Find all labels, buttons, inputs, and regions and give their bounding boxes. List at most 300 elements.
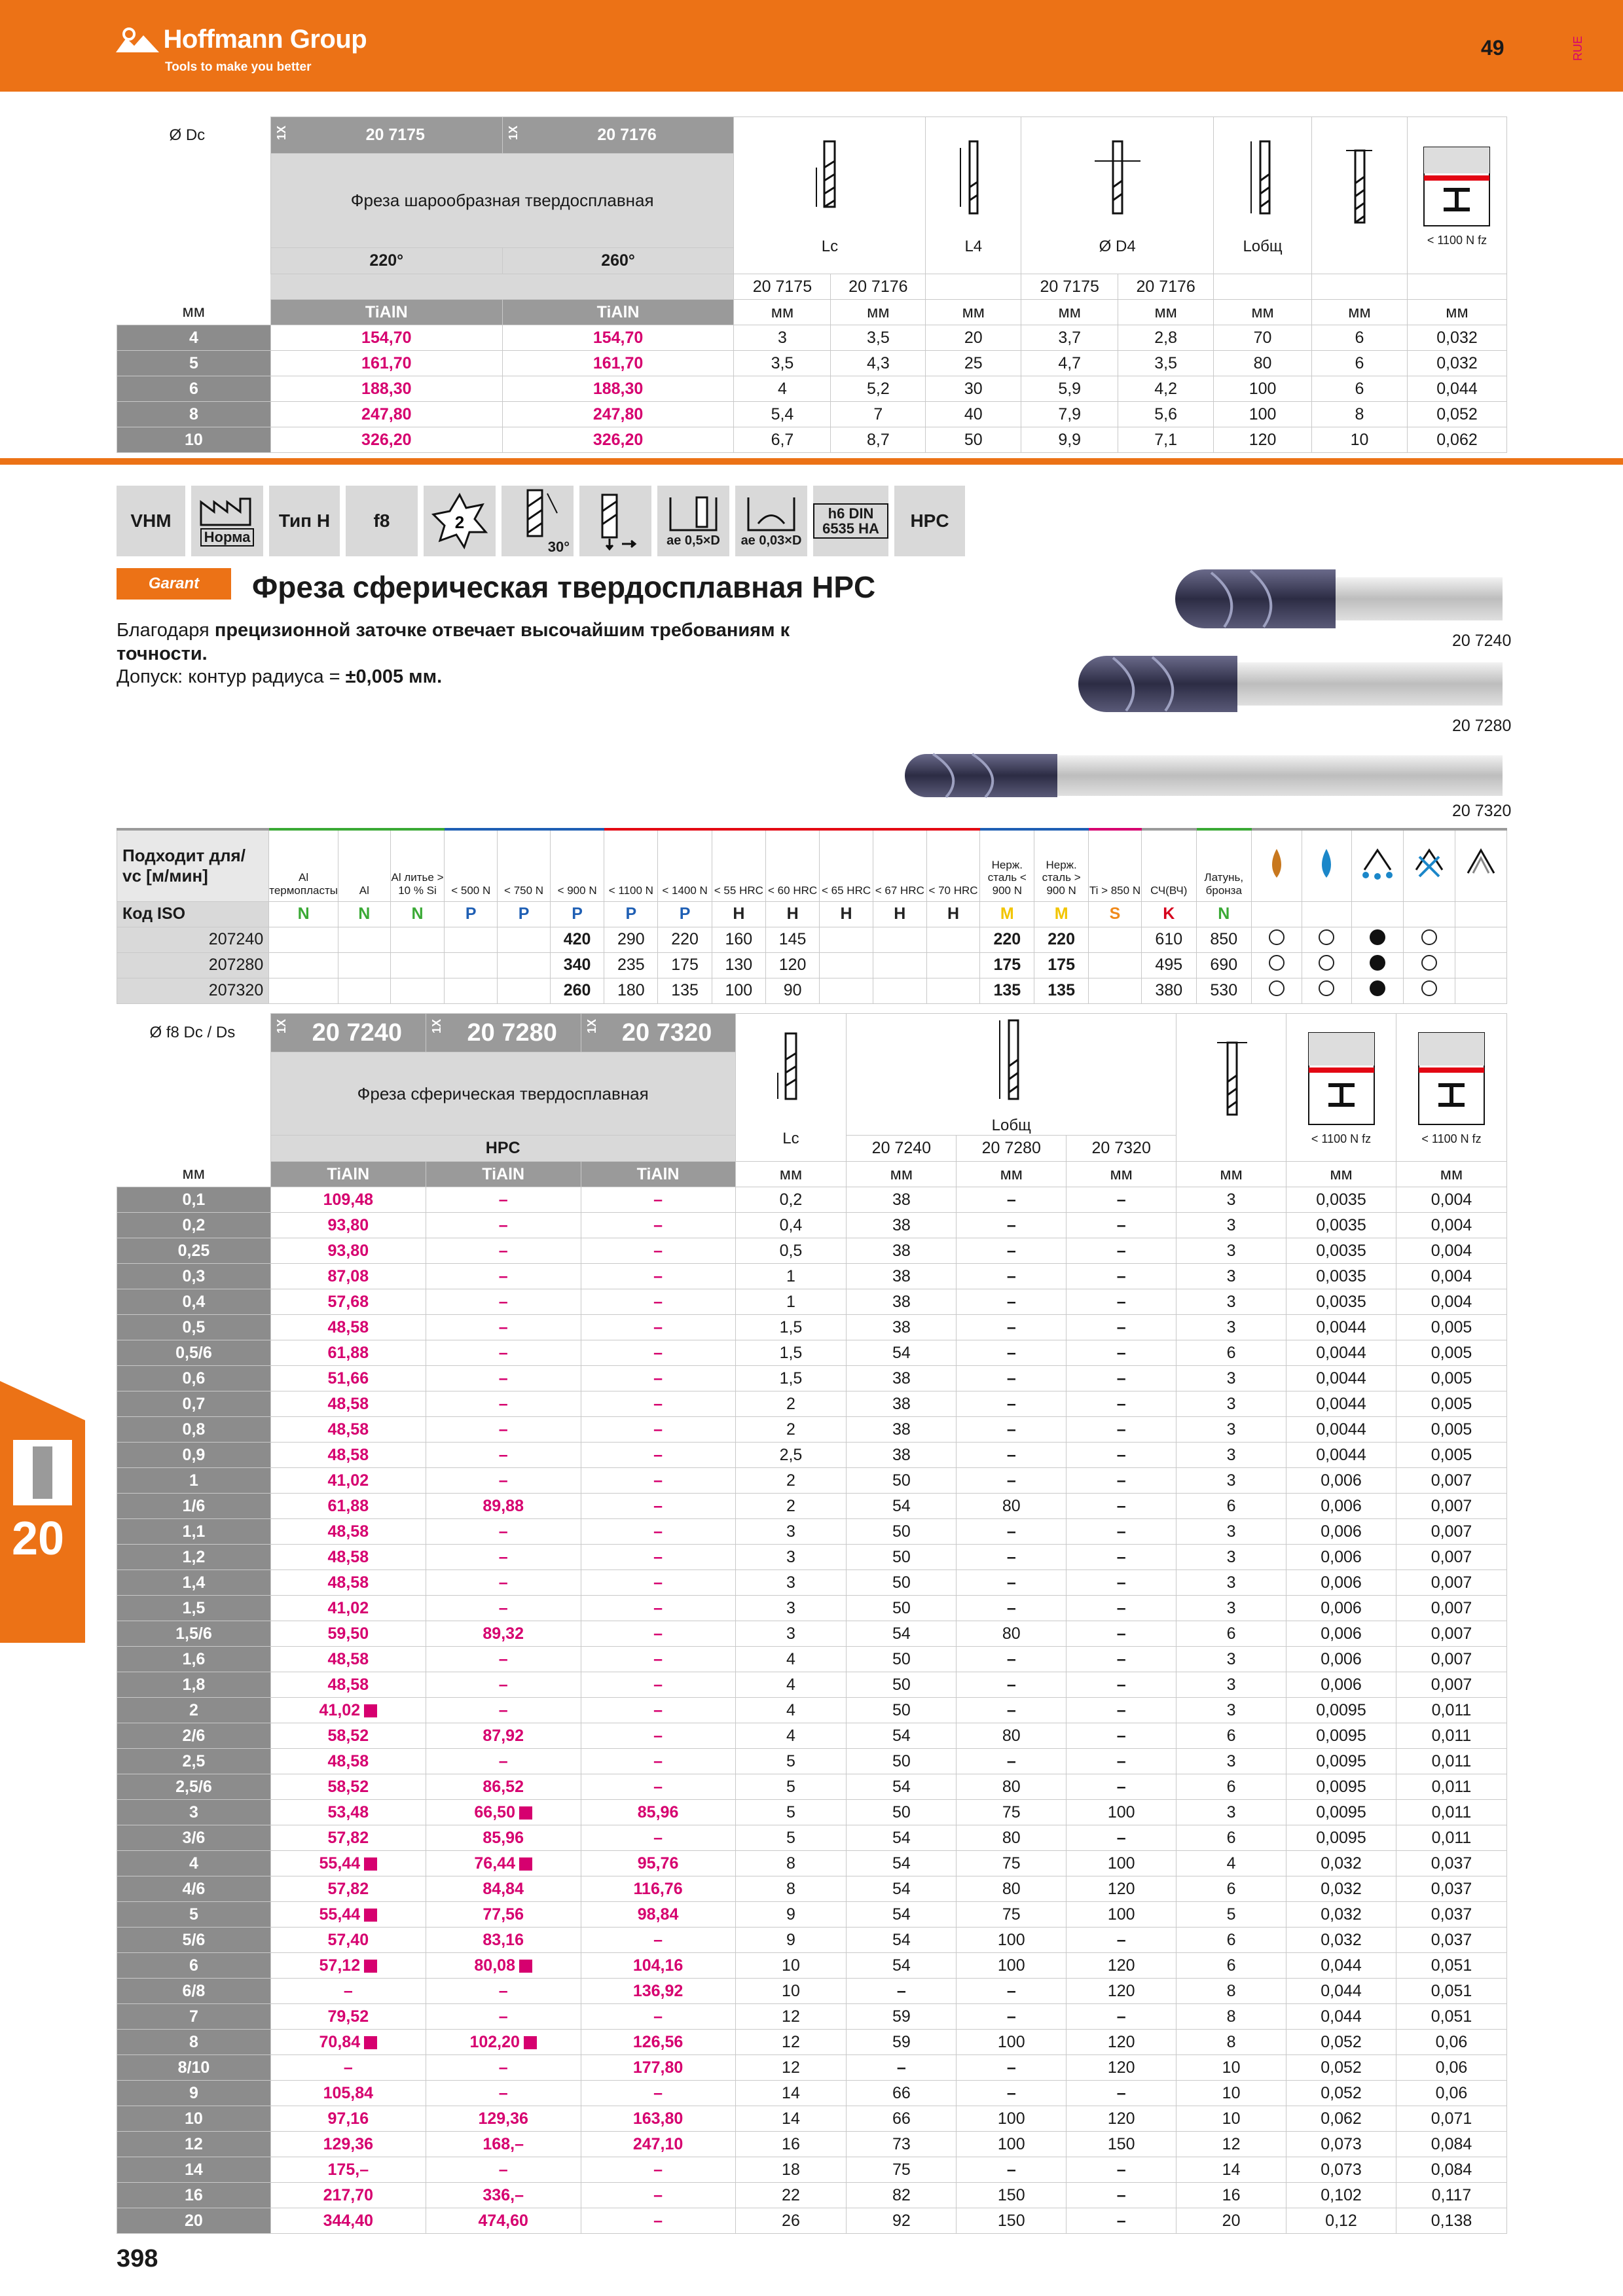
dimension-cell: 0,4 [735,1213,847,1238]
price-cell [270,1238,426,1264]
table-row [117,1570,1507,1596]
article-code-207320: 1X 20 7320 [581,1014,735,1052]
material-column: СЧ(ВЧ) [1141,829,1196,901]
price-value: – [498,1318,508,1336]
dimension-cell: 0,007 [1396,1519,1506,1545]
diameter-cell: 2 [117,1698,271,1723]
material-column: < 67 HRC [873,829,926,901]
dimension-cell: 3 [1176,1443,1286,1468]
dimension-cell: 59 [847,2030,957,2055]
coating-label: TiAlN [270,1162,426,1187]
dimension-cell: 54 [847,1774,957,1800]
unit-label: мм [1286,1162,1396,1187]
price-value: 57,82 [327,1879,369,1898]
dimension-cell: – [957,1289,1067,1315]
dimension-cell: 0,004 [1396,1289,1506,1315]
diameter-cell: 14 [117,2157,271,2183]
iso-code: H [926,901,980,927]
price-cell [270,2030,426,2055]
price-cell [426,1443,581,1468]
dimension-cell: – [1067,1238,1176,1264]
dimension-cell: – [1067,1340,1176,1366]
price-cell [270,1417,426,1443]
dimension-cell: – [957,1545,1067,1570]
svg-text:2: 2 [454,512,465,532]
price-cell [581,1340,735,1366]
dimension-cell: 50 [926,427,1021,453]
dimension-cell: 10 [1176,2081,1286,2106]
dimension-cell: 0,0095 [1286,1774,1396,1800]
dimension-cell: 120 [1067,1953,1176,1979]
price-cell [581,1647,735,1672]
table-row [117,1545,1507,1570]
table-row [117,1851,1507,1876]
price-value: – [498,1471,508,1490]
dimension-cell: 50 [847,1468,957,1494]
dimension-cell: – [1067,1468,1176,1494]
product-title: Фреза сферическая твердосплавная HPC [252,570,876,604]
price-value: 57,12 [319,1956,361,1975]
dimension-cell: 0,006 [1286,1494,1396,1519]
coolant-suitability [1404,978,1455,1003]
price-cell [270,1213,426,1238]
iso-code: N [1196,901,1251,927]
table-row [117,1979,1507,2004]
table-row [117,2106,1507,2132]
table-row [117,2055,1507,2081]
dimension-cell: 54 [847,1723,957,1749]
price-cell [581,1264,735,1289]
dimension-cell: 50 [847,1647,957,1672]
dimension-cell: 5 [1176,1902,1286,1928]
dimension-cell: 75 [957,1902,1067,1928]
dimension-cell: 100 [957,2030,1067,2055]
price-value: 70,84 [319,2032,361,2051]
product-tolerance: Допуск: контур радиуса = ±0,005 мм. [117,666,443,687]
brand-logo [115,25,367,54]
coolant-suitability [1352,927,1404,952]
dimension-cell: 0,037 [1396,1876,1506,1902]
dimension-cell: 6 [1312,351,1408,376]
dimension-cell: 120 [1214,427,1312,453]
dimension-cell: 0,052 [1286,2055,1396,2081]
dimension-cell: – [957,2157,1067,2183]
dimension-cell: 1 [735,1289,847,1315]
price-cell [270,2132,426,2157]
dimension-cell: 0,044 [1286,1953,1396,1979]
dimension-cell: – [1067,1213,1176,1238]
price-cell [581,1851,735,1876]
price-value: – [498,1598,508,1617]
cutting-speed [873,952,926,978]
page-number-bottom: 398 [117,2245,158,2272]
mill-l4-icon [954,135,993,233]
price-cell [581,1238,735,1264]
feed-per-tooth-icon [1415,1030,1487,1128]
unit-label: мм [182,302,205,321]
slot-milling-icon [667,494,720,533]
dimension-cell: – [957,1979,1067,2004]
cutting-speed [269,927,338,952]
dimension-cell: 14 [735,2081,847,2106]
stock-marker-icon [364,1704,377,1717]
dimension-cell: 3 [1176,1289,1286,1315]
article-code-207280: 1X 20 7280 [426,1014,581,1052]
price-cell [270,1366,426,1391]
dimension-cell: 4 [735,1698,847,1723]
price-cell [426,2106,581,2132]
dimension-cell: 8 [1176,2030,1286,2055]
dimension-cell: 54 [847,1953,957,1979]
article-code-207240: 1X 20 7240 [270,1014,426,1052]
price-cell [426,2004,581,2030]
dimension-cell: 38 [847,1391,957,1417]
diameter-cell: 6 [117,376,271,402]
price-value: 53,48 [327,1803,369,1821]
table-row [117,1264,1507,1289]
product-description: Благодаря прецизионной заточке отвечает высочайшим требованиям к точности. [117,620,790,665]
dimension-cell: 4 [734,376,831,402]
diameter-cell: 10 [117,427,271,453]
price-cell [581,1545,735,1570]
mill-ltotal-icon [992,1014,1031,1112]
diameter-cell: 1,6 [117,1647,271,1672]
price-value: 84,84 [483,1879,524,1898]
dimension-cell: – [957,1366,1067,1391]
price-cell [426,1468,581,1494]
dimension-cell: 0,06 [1396,2030,1506,2055]
brand-name: Hoffmann Group [163,25,367,54]
dimension-cell: 100 [1067,1902,1176,1928]
mill-d4-icon [1088,135,1147,233]
dimension-cell: – [1067,1570,1176,1596]
dimension-cell: 150 [1067,2132,1176,2157]
dimension-cell: 0,052 [1286,2081,1396,2106]
table-row [117,2030,1507,2055]
dimension-cell: 80 [957,1621,1067,1647]
price-cell [270,1749,426,1774]
dimension-cell: 9 [735,1902,847,1928]
price-cell [270,402,502,427]
price-cell [581,1366,735,1391]
dimension-cell: 5 [735,1800,847,1825]
cutting-speed: 100 [712,978,765,1003]
price-value: 55,44 [319,1854,361,1873]
dimension-cell: 3 [1176,1749,1286,1774]
iso-row [117,901,1507,927]
dimension-cell: 4,3 [831,351,926,376]
price-value: – [653,1930,663,1949]
price-cell [426,2132,581,2157]
dimension-cell: 3 [735,1570,847,1596]
price-value: – [653,1318,663,1336]
dimension-cell: 80 [1214,351,1312,376]
dimension-cell: 2 [735,1391,847,1417]
dimension-cell: 5 [735,1774,847,1800]
price-value: 61,88 [327,1343,369,1362]
table-row [117,2157,1507,2183]
table-row [117,1902,1507,1928]
price-cell [581,2030,735,2055]
dimension-cell: 26 [735,2208,847,2234]
dimension-cell: 16 [735,2132,847,2157]
material-column: Нерж. сталь > 900 N [1034,829,1089,901]
price-cell [426,1876,581,1902]
product-name-2: Фреза сферическая твердосплавная [270,1052,735,1136]
price-value: – [498,1522,508,1541]
price-cell [426,1672,581,1698]
dimension-cell: 5 [735,1749,847,1774]
dimension-cell: 0,032 [1286,1851,1396,1876]
dimension-cell: 0,052 [1286,2030,1396,2055]
price-value: – [498,1190,508,1209]
price-cell [426,1596,581,1621]
dimension-cell: 0,071 [1396,2106,1506,2132]
stock-marker-icon [519,1960,532,1973]
price-cell [581,2208,735,2234]
iso-code: M [1034,901,1089,927]
table-row [117,1749,1507,1774]
unit-label: мм [1118,300,1214,325]
price-cell [270,1851,426,1876]
table-row [117,2081,1507,2106]
dimension-cell: 0,032 [1286,1876,1396,1902]
sub-code: 20 7176 [1118,274,1214,300]
dimension-cell: – [957,1749,1067,1774]
dimension-cell: 0,073 [1286,2157,1396,2183]
table-row [117,1800,1507,1825]
price-value: – [653,1726,663,1745]
cutting-speed [338,952,390,978]
dc-ds-header: Ø f8 Dc / Ds [149,1024,236,1042]
table-row [117,952,1507,978]
dimension-cell: 120 [1067,1979,1176,2004]
price-value: – [498,1369,508,1388]
price-cell [270,1723,426,1749]
iso-code: H [712,901,765,927]
dimension-cell: 20 [926,325,1021,351]
cutting-speed [498,978,551,1003]
dimension-cell: 0,005 [1396,1340,1506,1366]
price-value: 87,92 [483,1726,524,1745]
dimension-cell: 0,044 [1286,2004,1396,2030]
table-row [117,376,1507,402]
dimension-cell: 38 [847,1366,957,1391]
cutting-speed: 235 [604,952,658,978]
material-column: Al литье > 10 % Si [390,829,445,901]
price-cell [270,1672,426,1698]
dimension-cell: 38 [847,1238,957,1264]
price-value: 161,70 [593,353,644,372]
dimension-cell: 6 [1176,1825,1286,1851]
price-cell [581,1774,735,1800]
mill-lc-icon [810,135,849,233]
diameter-cell: 0,5/6 [117,1340,271,1366]
price-cell [426,1264,581,1289]
price-cell [581,1953,735,1979]
dimension-cell: 0,011 [1396,1774,1506,1800]
price-value: 129,36 [323,2134,374,2153]
cutting-speed: 260 [550,978,604,1003]
price-value: – [653,1675,663,1694]
unit-label: мм [182,1164,205,1183]
dimension-cell: 7,9 [1021,402,1118,427]
table-row [117,1443,1507,1468]
chapter-number: 20 [12,1513,65,1565]
price-value: 55,44 [319,1905,361,1924]
price-cell [581,1749,735,1774]
price-value: – [653,1598,663,1617]
page-number-top: 49 [1481,36,1504,60]
table-row [117,427,1507,453]
price-cell [270,1187,426,1213]
price-value: 109,48 [323,1190,374,1209]
dimension-cell: 8 [735,1876,847,1902]
price-cell [270,2081,426,2106]
feed-per-tooth-icon [1305,1030,1377,1128]
article-code-207176: 1X 20 7176 [502,117,734,154]
price-value: 41,02 [319,1700,361,1719]
price-value: 247,80 [361,404,412,423]
price-value: – [343,2058,353,2077]
price-value: – [653,1420,663,1439]
dimension-cell: 8,7 [831,427,926,453]
table-row [117,1238,1507,1264]
dimension-cell: – [1067,1494,1176,1519]
diameter-cell: 6 [117,1953,271,1979]
dimension-cell: 18 [735,2157,847,2183]
price-cell [581,1443,735,1468]
price-value: 76,44 [474,1854,515,1873]
price-value: – [653,1215,663,1234]
dimension-cell: – [957,1315,1067,1340]
price-cell [581,1417,735,1443]
dimension-cell: 0,0095 [1286,1825,1396,1851]
price-cell [426,1928,581,1953]
dimension-cell: – [1067,1264,1176,1289]
cutting-speed: 145 [765,927,819,952]
dimension-cell: 50 [847,1570,957,1596]
price-value: 66,50 [474,1803,515,1821]
dimension-cell: 0,0035 [1286,1289,1396,1315]
price-cell [270,2004,426,2030]
dimension-cell: 0,037 [1396,1928,1506,1953]
dimension-cell: – [1067,1545,1176,1570]
price-value: 89,32 [483,1624,524,1643]
dimension-cell: 5,2 [831,376,926,402]
diameter-cell: 0,7 [117,1391,271,1417]
cutting-speed [269,952,338,978]
price-cell [581,1672,735,1698]
iso-code: P [658,901,712,927]
dimension-cell: – [957,1519,1067,1545]
material-column: < 750 N [498,829,551,901]
material-vhm: VHM [117,486,185,556]
price-cell [270,1902,426,1928]
dimension-cell: 0,032 [1286,1928,1396,1953]
iso-code: H [765,901,819,927]
air-blast-icon [1461,844,1501,883]
cutting-speed: 850 [1196,927,1251,952]
dimension-cell: 0,006 [1286,1621,1396,1647]
garant-logo: Garant [117,568,231,600]
table-row [117,1519,1507,1545]
helix-icon [511,487,564,539]
cutting-speed: 290 [604,927,658,952]
dimension-cell: 59 [847,2004,957,2030]
suitable-icon [1421,929,1437,945]
dimension-cell: 0,004 [1396,1187,1506,1213]
dry-cutting-icon [1410,844,1449,883]
material-column: < 65 HRC [820,829,873,901]
dimension-cell: – [1067,1698,1176,1723]
dimension-cell: 80 [957,1774,1067,1800]
dimension-cell: 0,007 [1396,1672,1506,1698]
material-column: Ti > 850 N [1089,829,1142,901]
dimension-cell: 0,044 [1407,376,1506,402]
mill-lc-icon [771,1027,811,1125]
unit-label: мм [957,1162,1067,1187]
dimension-cell: 120 [1067,2055,1176,2081]
price-cell [426,1749,581,1774]
dimension-cell: 54 [847,1928,957,1953]
price-cell [426,2081,581,2106]
table-row [117,351,1507,376]
sub-code: 20 7240 [847,1136,957,1162]
table-row [117,1340,1507,1366]
price-value: 48,58 [327,1522,369,1541]
dimension-cell: – [1067,1315,1176,1340]
dimension-cell: 6 [1176,1723,1286,1749]
dimension-cell: 0,0035 [1286,1264,1396,1289]
dimension-cell: – [1067,1749,1176,1774]
dimension-cell: 25 [926,351,1021,376]
mill-ltotal-icon [1243,135,1283,233]
table-row [117,2183,1507,2208]
dimension-cell: 3 [735,1621,847,1647]
angle-220: 220° [270,248,502,274]
price-value: 154,70 [361,328,412,347]
cutting-speed: 495 [1141,952,1196,978]
dimension-cell: 8 [1176,1979,1286,2004]
price-value: – [653,1266,663,1285]
dimension-cell: 54 [847,1494,957,1519]
price-cell [581,2004,735,2030]
price-value: – [653,1751,663,1770]
diameter-cell: 12 [117,2132,271,2157]
cutting-speed: 175 [1034,952,1089,978]
cutting-speed [926,927,980,952]
cutting-speed: 530 [1196,978,1251,1003]
iso-code: K [1141,901,1196,927]
dimension-cell: 120 [1067,2106,1176,2132]
slot-ae003-icon: ae 0,03×D [735,486,807,556]
dimension-cell: 0,084 [1396,2132,1506,2157]
price-value: – [653,1624,663,1643]
recommended-icon [1370,980,1385,996]
dimension-cell: 4,2 [1118,376,1214,402]
dimension-cell: 6,7 [734,427,831,453]
price-cell [581,1519,735,1545]
dimension-cell: 6 [1176,1876,1286,1902]
recommended-icon [1370,929,1385,945]
cutting-speed [269,978,338,1003]
unit-label: мм [734,300,831,325]
diameter-cell: 0,5 [117,1315,271,1340]
dimension-cell: 54 [847,1621,957,1647]
hpc-label: HPC [894,486,965,556]
price-value: 48,58 [327,1445,369,1464]
